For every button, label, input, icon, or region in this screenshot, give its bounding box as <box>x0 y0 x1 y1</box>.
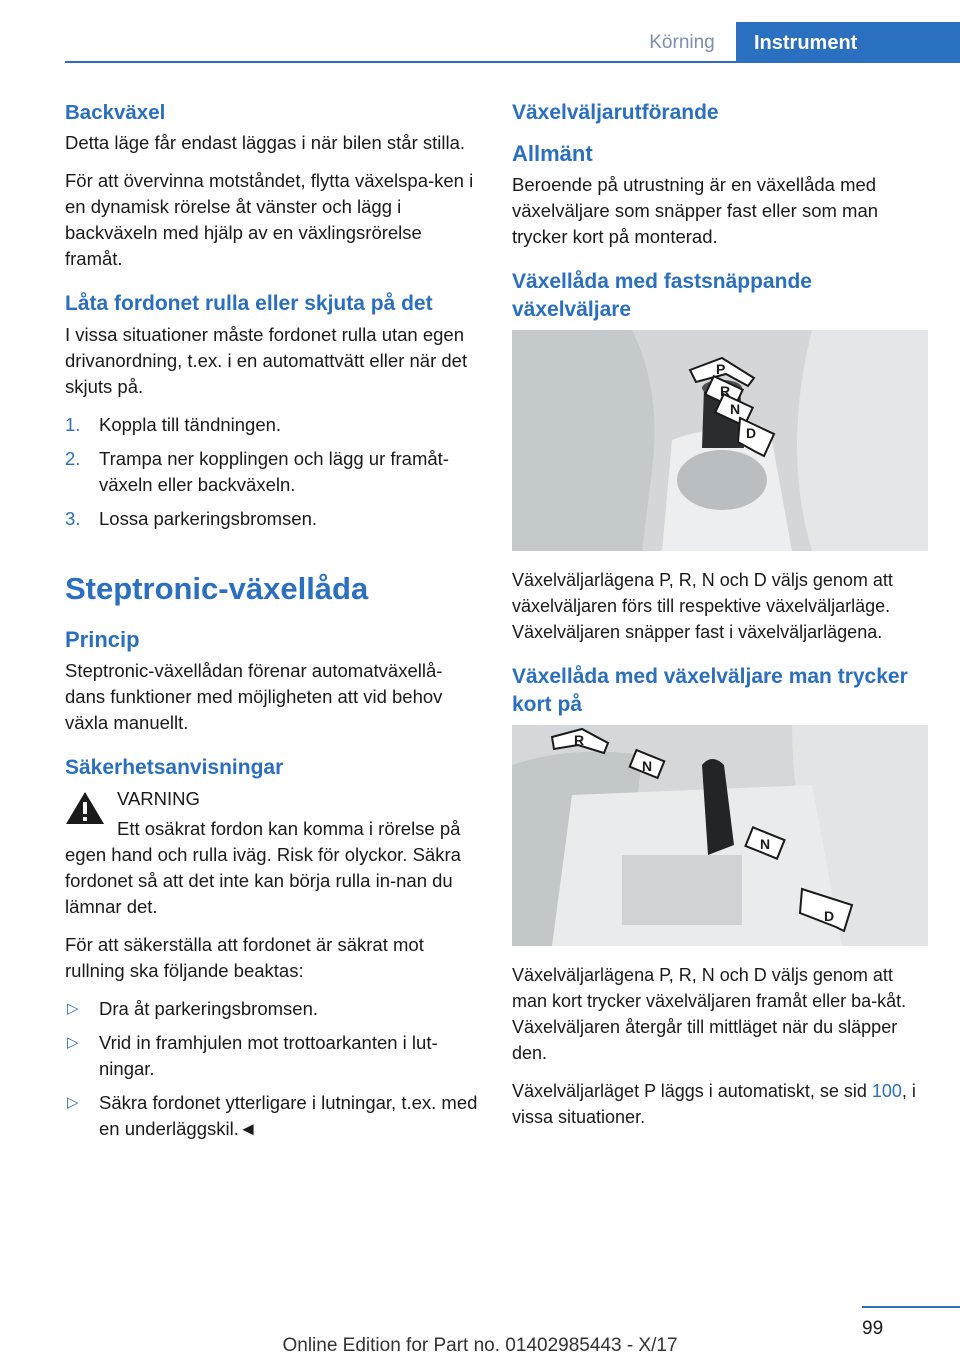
image2-letter-r: R <box>574 732 585 748</box>
image1-letter-d: D <box>746 425 757 441</box>
backvaxel-paragraph-1: Detta läge får endast läggas i när bilen står stilla. <box>65 132 466 153</box>
header-rule <box>65 61 960 63</box>
page-number: 99 <box>862 1318 884 1339</box>
image2-letter-n-upper: N <box>642 758 653 774</box>
tab-section-instrument[interactable]: Instrument <box>736 22 960 63</box>
princip-heading: Princip <box>65 627 140 652</box>
bullet-list <box>65 996 480 1142</box>
edition-footer: Online Edition for Part no. 01402985443 - X/17 <box>282 1335 678 1356</box>
bullet-triangle-icon: ▷ <box>67 1094 79 1111</box>
tryck-paragraph-1: Växelväljarlägena P, R, N och D väljs genom att man kort trycker växelväljaren framåt eller ba-kåt. Växelväljaren återgår till mittläget när du släpper den. <box>512 965 907 1063</box>
list-item <box>65 1090 480 1142</box>
image2-letter-n-lower: N <box>760 836 771 852</box>
bullet-triangle-icon: ▷ <box>67 1000 79 1017</box>
step-number: 1. <box>65 414 81 435</box>
list-item <box>65 446 480 498</box>
steptronic-heading: Steptronic-växellåda <box>65 571 369 606</box>
tryck-paragraph-2 <box>512 1078 928 1130</box>
left-column <box>65 100 480 1154</box>
princip-paragraph: Steptronic-växellådan förenar automatväxellå-dans funktioner med möjligheten att vid behov växla manuellt. <box>65 660 443 733</box>
warning-triangle-icon <box>65 791 105 825</box>
step-text: Lossa parkeringsbromsen. <box>99 508 317 529</box>
fast-paragraph: Växelväljarlägena P, R, N och D väljs genom att växelväljaren förs till respektive växelväljarläge. Växelväljaren snäpper fast i växelväljarlägena. <box>512 570 893 642</box>
lata-paragraph: I vissa situationer måste fordonet rulla utan egen drivanordning, t.ex. i en automattvätt eller när det skjuts på. <box>65 324 468 397</box>
gear-selector-image-1 <box>512 330 928 551</box>
image1-letter-n: N <box>730 401 741 417</box>
warning-block <box>65 786 480 812</box>
fastsnappande-heading: Växellåda med fastsnäppande växelväljare <box>512 270 812 321</box>
step-number: 2. <box>65 448 81 469</box>
tab-section-korning[interactable]: Körning <box>649 32 715 53</box>
bullet-text: Säkra fordonet ytterligare i lutningar, t.ex. med en underläggskil.◄ <box>99 1092 478 1139</box>
step-text: Trampa ner kopplingen och lägg ur framåt-växeln eller backväxeln. <box>99 448 449 495</box>
image2-letter-d: D <box>824 908 835 924</box>
list-item <box>65 506 480 532</box>
bullet-text: Dra åt parkeringsbromsen. <box>99 998 319 1019</box>
list-item <box>65 1030 480 1082</box>
step-text: Koppla till tändningen. <box>99 414 282 435</box>
lata-heading: Låta fordonet rulla eller skjuta på det <box>65 292 433 315</box>
warning-label: VARNING <box>117 788 200 809</box>
image1-letter-p: P <box>716 361 726 377</box>
page-reference-link[interactable]: 100 <box>871 1081 902 1101</box>
sakerstalla-paragraph: För att säkerställa att fordonet är säkrat mot rullning ska följande beaktas: <box>65 934 424 981</box>
backvaxel-heading: Backväxel <box>65 101 166 124</box>
right-column <box>512 100 928 1142</box>
allmant-paragraph: Beroende på utrustning är en växellåda med växelväljare som snäpper fast eller som man trycker kort på monterad. <box>512 174 879 247</box>
list-item <box>65 412 480 438</box>
warning-text: Ett osäkrat fordon kan komma i rörelse på egen hand och rulla iväg. Risk för olyckor. Säkra fordonet så att det inte kan börja rulla in-nan du lämnar det. <box>65 818 461 917</box>
gear-selector-image-2 <box>512 725 928 946</box>
step-number: 3. <box>65 508 81 529</box>
tryck-text-pre: Växelväljarläget P läggs i automatiskt, se sid <box>512 1081 872 1101</box>
image1-letter-r: R <box>720 383 731 399</box>
steps-list <box>65 412 480 532</box>
bullet-text: Vrid in framhjulen mot trottoarkanten i lut-ningar. <box>99 1032 438 1079</box>
tryck-heading: Växellåda med växelväljare man trycker kort på <box>512 665 908 716</box>
footer-rule <box>862 1306 960 1308</box>
backvaxel-paragraph-2: För att övervinna motståndet, flytta växelspa-ken i en dynamisk rörelse åt vänster och lägg i backväxeln med hjälp av en växlingsrörelse framåt. <box>65 170 474 269</box>
sakerhet-heading: Säkerhetsanvisningar <box>65 756 284 779</box>
vaxelvaljarutforande-heading: Växelväljarutförande <box>512 101 719 124</box>
list-item <box>65 996 480 1022</box>
allmant-heading: Allmänt <box>512 141 593 166</box>
tryck-text-post: , i vissa situationer. <box>512 1081 916 1127</box>
bullet-triangle-icon: ▷ <box>67 1034 79 1051</box>
